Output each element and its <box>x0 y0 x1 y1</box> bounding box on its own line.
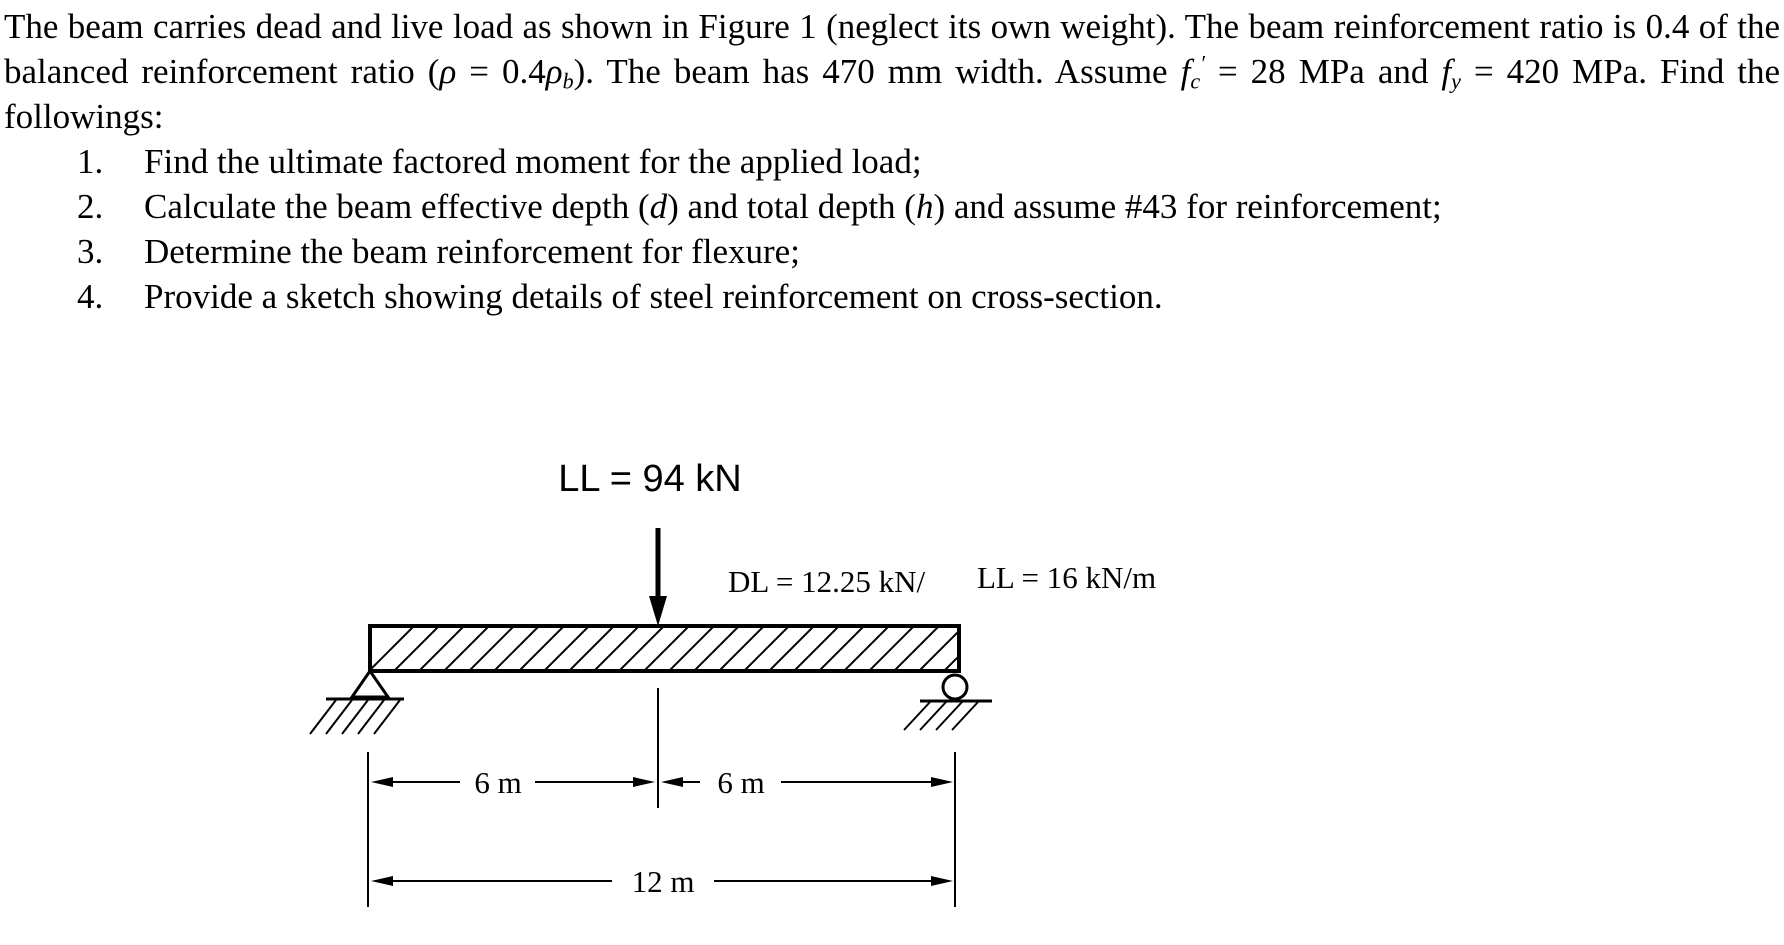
rho-b-base: ρ <box>545 52 563 91</box>
fy-base: f <box>1441 52 1452 91</box>
task-number: 1. <box>77 142 104 181</box>
live-load-label: LL = 16 kN/m <box>977 560 1157 595</box>
fc-prime: ′ <box>1200 50 1205 76</box>
fc-subscript: c <box>1190 68 1201 94</box>
rho-symbol: ρ <box>439 52 457 91</box>
pin-support <box>310 671 404 734</box>
task-text-after: ) and assume #43 for reinforcement; <box>933 187 1442 226</box>
fy-subscript: y <box>1451 68 1461 94</box>
fc-base: f <box>1180 52 1191 91</box>
left-span-dimension <box>371 765 655 800</box>
task-text: Find the ultimate factored moment for the applied load; <box>144 142 922 181</box>
d-symbol: d <box>649 187 668 226</box>
fc-value: = 28 MPa and <box>1204 52 1442 91</box>
task-number: 3. <box>77 232 104 271</box>
beam <box>360 620 995 680</box>
roller-support <box>904 675 992 730</box>
right-span-dimension <box>661 765 953 800</box>
task-text: Provide a sketch showing details of steel reinforcement on cross-section. <box>144 277 1163 316</box>
task-text: Determine the beam reinforcement for flexure; <box>144 232 800 271</box>
left-span-label: 6 m <box>474 765 522 800</box>
h-symbol: h <box>915 187 934 226</box>
task-text-between: ) and total depth ( <box>667 187 916 226</box>
intro-text-part1: The beam carries dead and live load as shown in Figure 1 (neglect its own weight). The beam reinforcement ratio is 0.4 of the balanced reinforcement ratio ( <box>4 7 1780 91</box>
intro-text-part2: ). The beam has 470 mm width. Assume <box>573 52 1181 91</box>
task-number: 4. <box>77 277 104 316</box>
point-load-arrow <box>649 528 667 626</box>
fy-value: = 420 MPa. Find the followings: <box>4 52 1780 136</box>
task-text-before-d: Calculate the beam effective depth ( <box>144 187 650 226</box>
rho-b-subscript: b <box>562 68 574 94</box>
right-span-label: 6 m <box>717 765 765 800</box>
total-span-dimension <box>371 864 953 899</box>
point-load-label: LL = 94 kN <box>558 458 742 500</box>
rho-equals: = 0.4 <box>456 52 546 91</box>
dead-load-label: DL = 12.25 kN/ <box>728 564 926 599</box>
task-number: 2. <box>77 187 104 226</box>
total-span-label: 12 m <box>631 864 695 899</box>
